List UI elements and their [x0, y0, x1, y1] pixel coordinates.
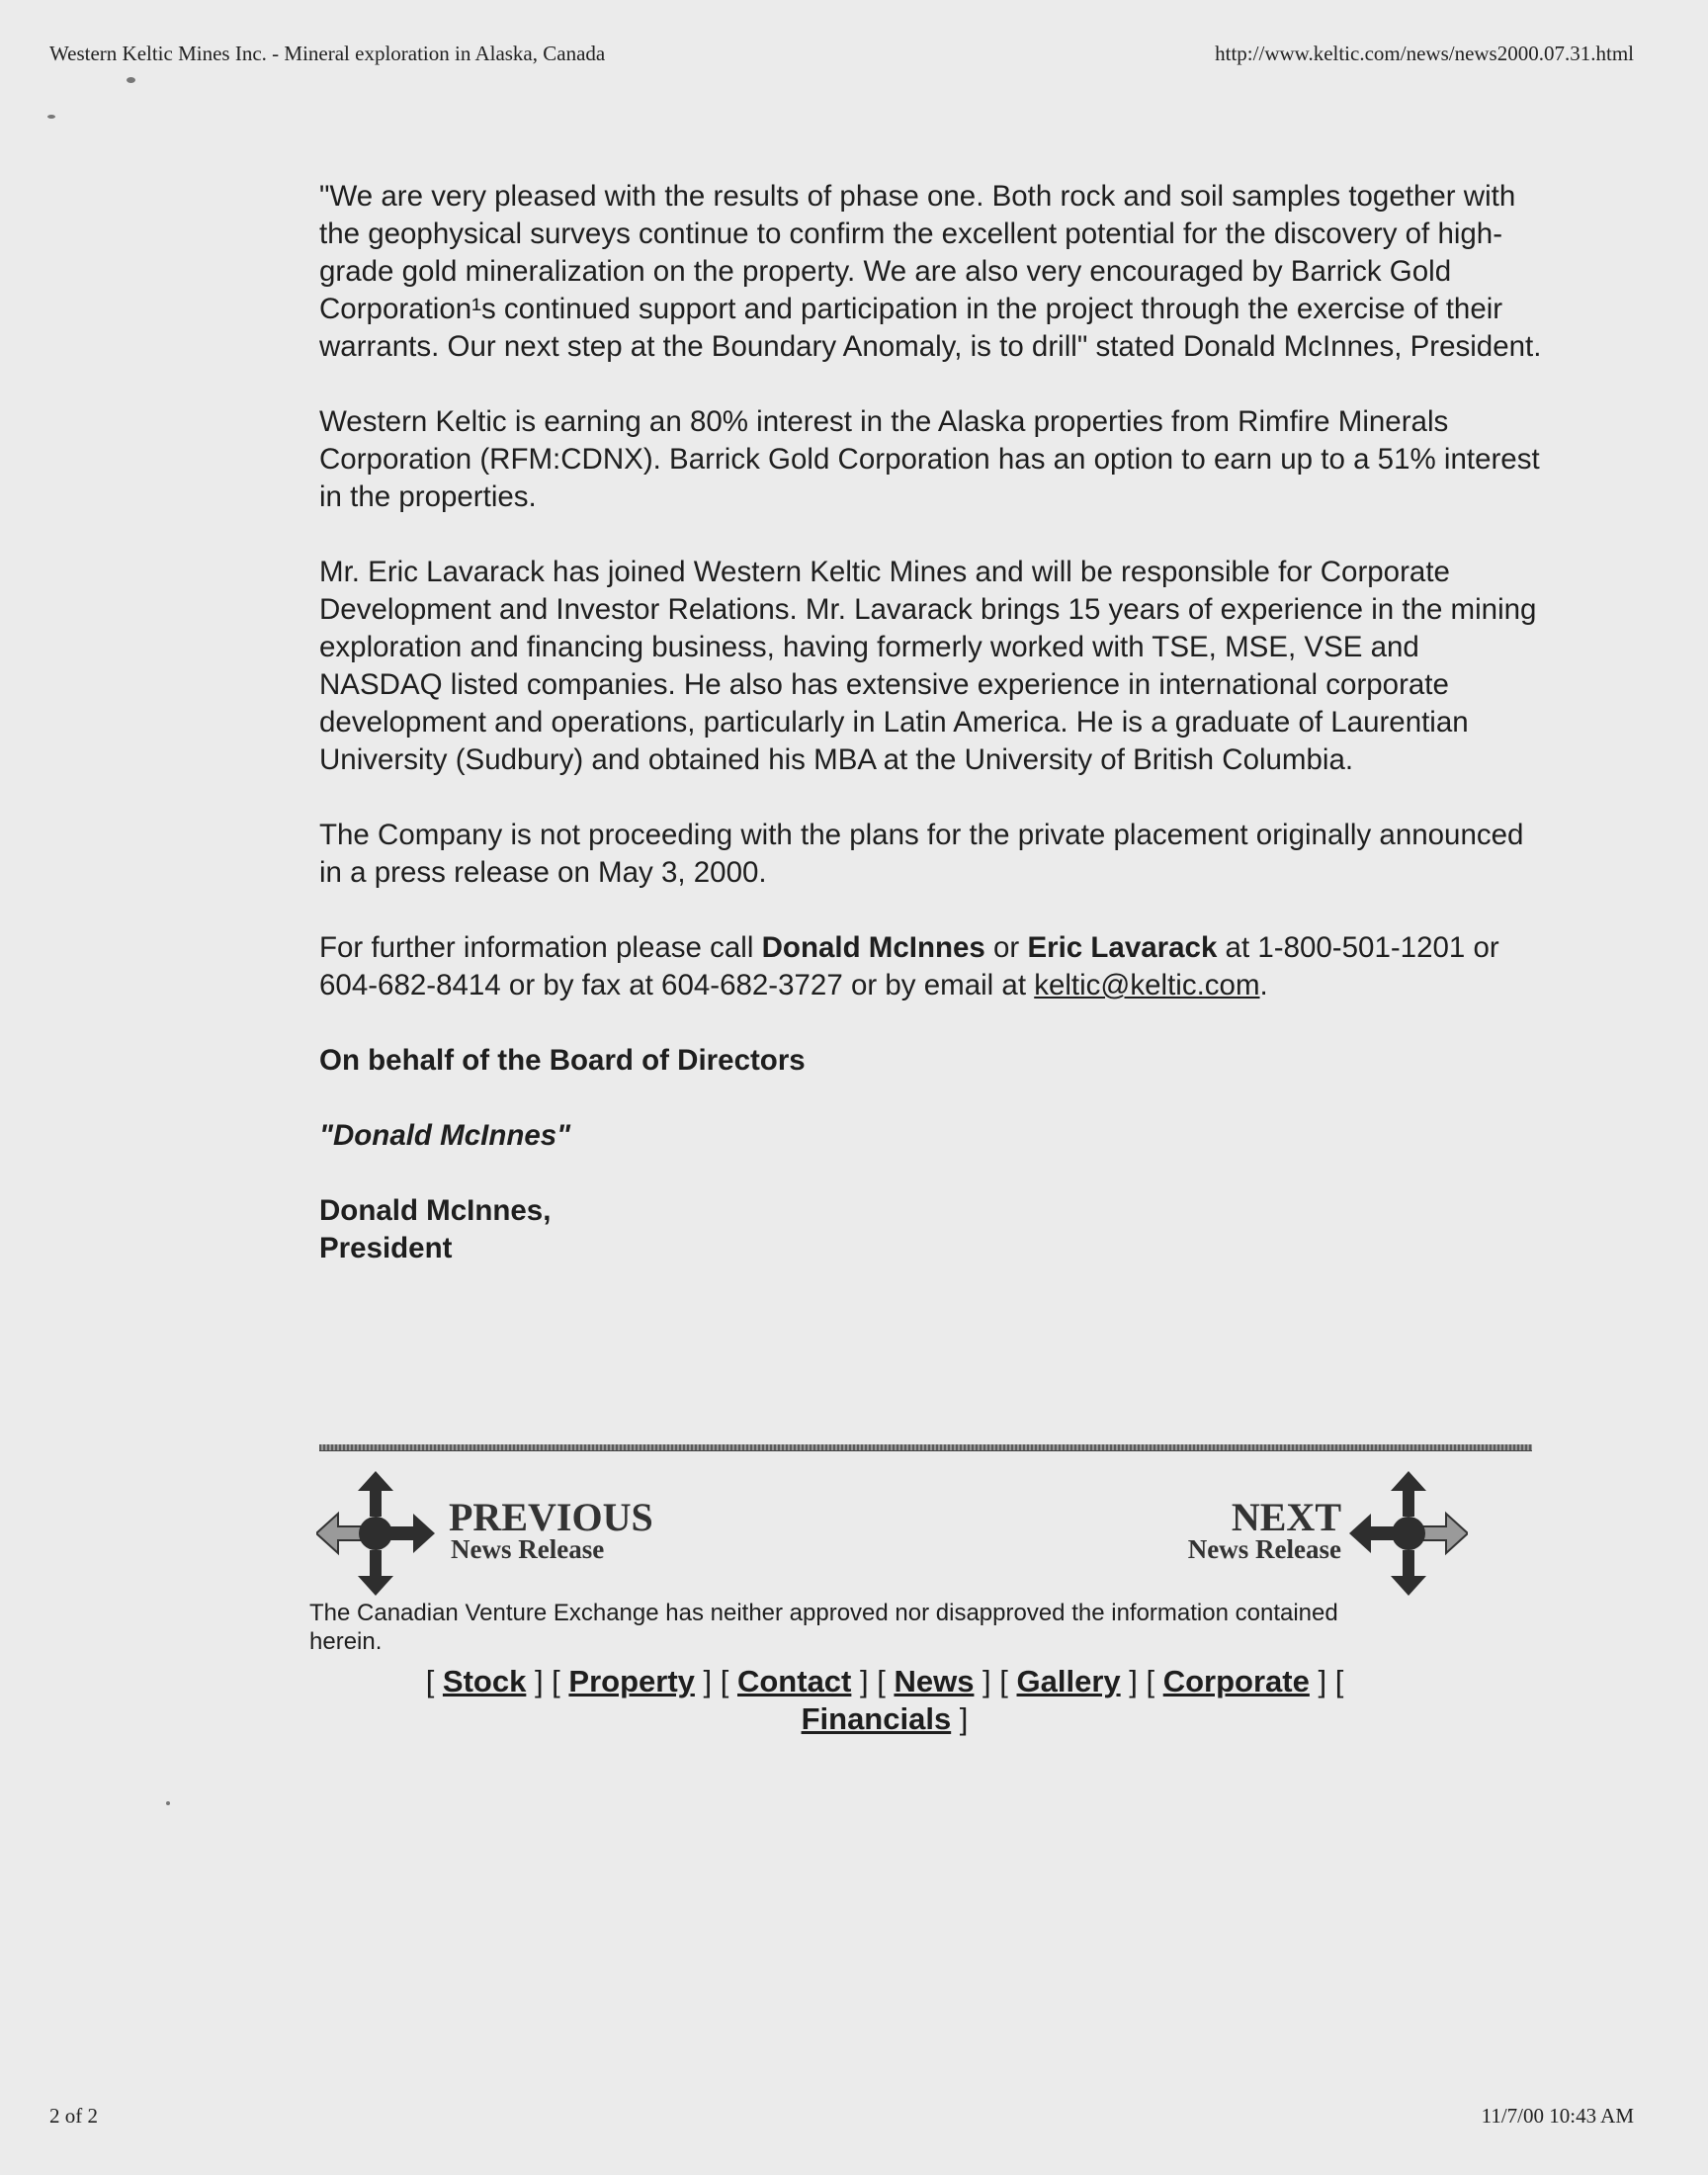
- next-sublabel: News Release: [1187, 1534, 1341, 1564]
- page-number: 2 of 2: [49, 2104, 98, 2128]
- horizontal-divider: [319, 1444, 1532, 1451]
- nav-separator: ] [: [694, 1664, 737, 1698]
- scan-speck: [47, 115, 55, 119]
- press-release-body: [319, 178, 1545, 1267]
- scan-speck: [127, 77, 135, 83]
- contact-name-mcinnes: Donald McInnes: [761, 931, 985, 964]
- interest-paragraph: Western Keltic is earning an 80% interest in the Alaska properties from Rimfire Minerals Corporation (RFM:CDNX). Barrick Gold Corporation has an option to earn up to a 51% interest in the properties.: [319, 405, 1540, 513]
- nav-bracket: ]: [951, 1701, 969, 1736]
- nav-link-financials[interactable]: Financials: [801, 1701, 952, 1736]
- email-link[interactable]: keltic@keltic.com: [1034, 969, 1260, 1001]
- contact-or: or: [984, 931, 1028, 964]
- previous-sublabel: News Release: [451, 1534, 605, 1564]
- exchange-disclaimer: The Canadian Venture Exchange has neither approved nor disapproved the information contained herein.: [309, 1600, 1338, 1655]
- nav-link-corporate[interactable]: Corporate: [1162, 1664, 1310, 1698]
- nav-link-gallery[interactable]: Gallery: [1016, 1664, 1121, 1698]
- signature: "Donald McInnes": [319, 1119, 571, 1152]
- page-url: http://www.keltic.com/news/news2000.07.31.html: [1215, 42, 1634, 65]
- nav-link-contact[interactable]: Contact: [736, 1664, 852, 1698]
- contact-intro: For further information please call: [319, 931, 762, 964]
- contact-details: at 1-800-501-1201 or 604-682-8414 or by fax at 604-682-3727 or by email at: [319, 931, 1499, 1001]
- placement-paragraph: The Company is not proceeding with the plans for the private placement originally announced in a press release on May 3, 2000.: [319, 819, 1524, 889]
- site-title: Western Keltic Mines Inc. - Mineral exploration in Alaska, Canada: [49, 42, 606, 65]
- nav-link-property[interactable]: Property: [568, 1664, 695, 1698]
- scan-speck: [166, 1801, 170, 1805]
- previous-label: PREVIOUS: [449, 1495, 653, 1539]
- contact-name-lavarack: Eric Lavarack: [1027, 931, 1218, 964]
- nav-separator: ] [: [974, 1664, 1017, 1698]
- site-navigation: [376, 1663, 1394, 1738]
- previous-news-release-button[interactable]: [316, 1471, 672, 1600]
- nav-separator: ] [: [1309, 1664, 1344, 1698]
- nav-link-news[interactable]: News: [894, 1664, 975, 1698]
- signer-name: Donald McInnes,: [319, 1194, 552, 1227]
- nav-separator: ] [: [1120, 1664, 1163, 1698]
- quote-paragraph: "We are very pleased with the results of phase one. Both rock and soil samples together with the geophysical surveys continue to confirm the excellent potential for the discovery of high-grade gold mineralization on the property. We are also very encouraged by Barrick Gold Corporation¹s continued support and participation in the project through the exercise of their warrants. Our next step at the Boundary Anomaly, is to drill" stated Donald McInnes, President.: [319, 180, 1542, 363]
- nav-separator: ] [: [851, 1664, 895, 1698]
- print-datetime: 11/7/00 10:43 AM: [1481, 2104, 1634, 2128]
- next-news-release-button[interactable]: [1152, 1471, 1468, 1600]
- nav-separator: ] [: [526, 1664, 569, 1698]
- four-way-arrow-icon: [1349, 1471, 1468, 1596]
- appointment-paragraph: Mr. Eric Lavarack has joined Western Keltic Mines and will be responsible for Corporate Development and Investor Relations. Mr. Lavarack brings 15 years of experience in the mining exploration and financing business, having formerly worked with TSE, MSE, VSE and NASDAQ listed companies. He also has extensive experience in international corporate development and operations, particularly in Latin America. He is a graduate of Laurentian University (Sudbury) and obtained his MBA at the University of British Columbia.: [319, 556, 1537, 776]
- closing-line: On behalf of the Board of Directors: [319, 1044, 806, 1077]
- four-way-arrow-icon: [316, 1471, 435, 1596]
- signer-title: President: [319, 1232, 453, 1264]
- next-label: NEXT: [1231, 1495, 1341, 1539]
- contact-end: .: [1259, 969, 1268, 1001]
- contact-paragraph: [319, 929, 1545, 1004]
- nav-link-stock[interactable]: Stock: [442, 1664, 527, 1698]
- nav-bracket: [: [425, 1664, 443, 1698]
